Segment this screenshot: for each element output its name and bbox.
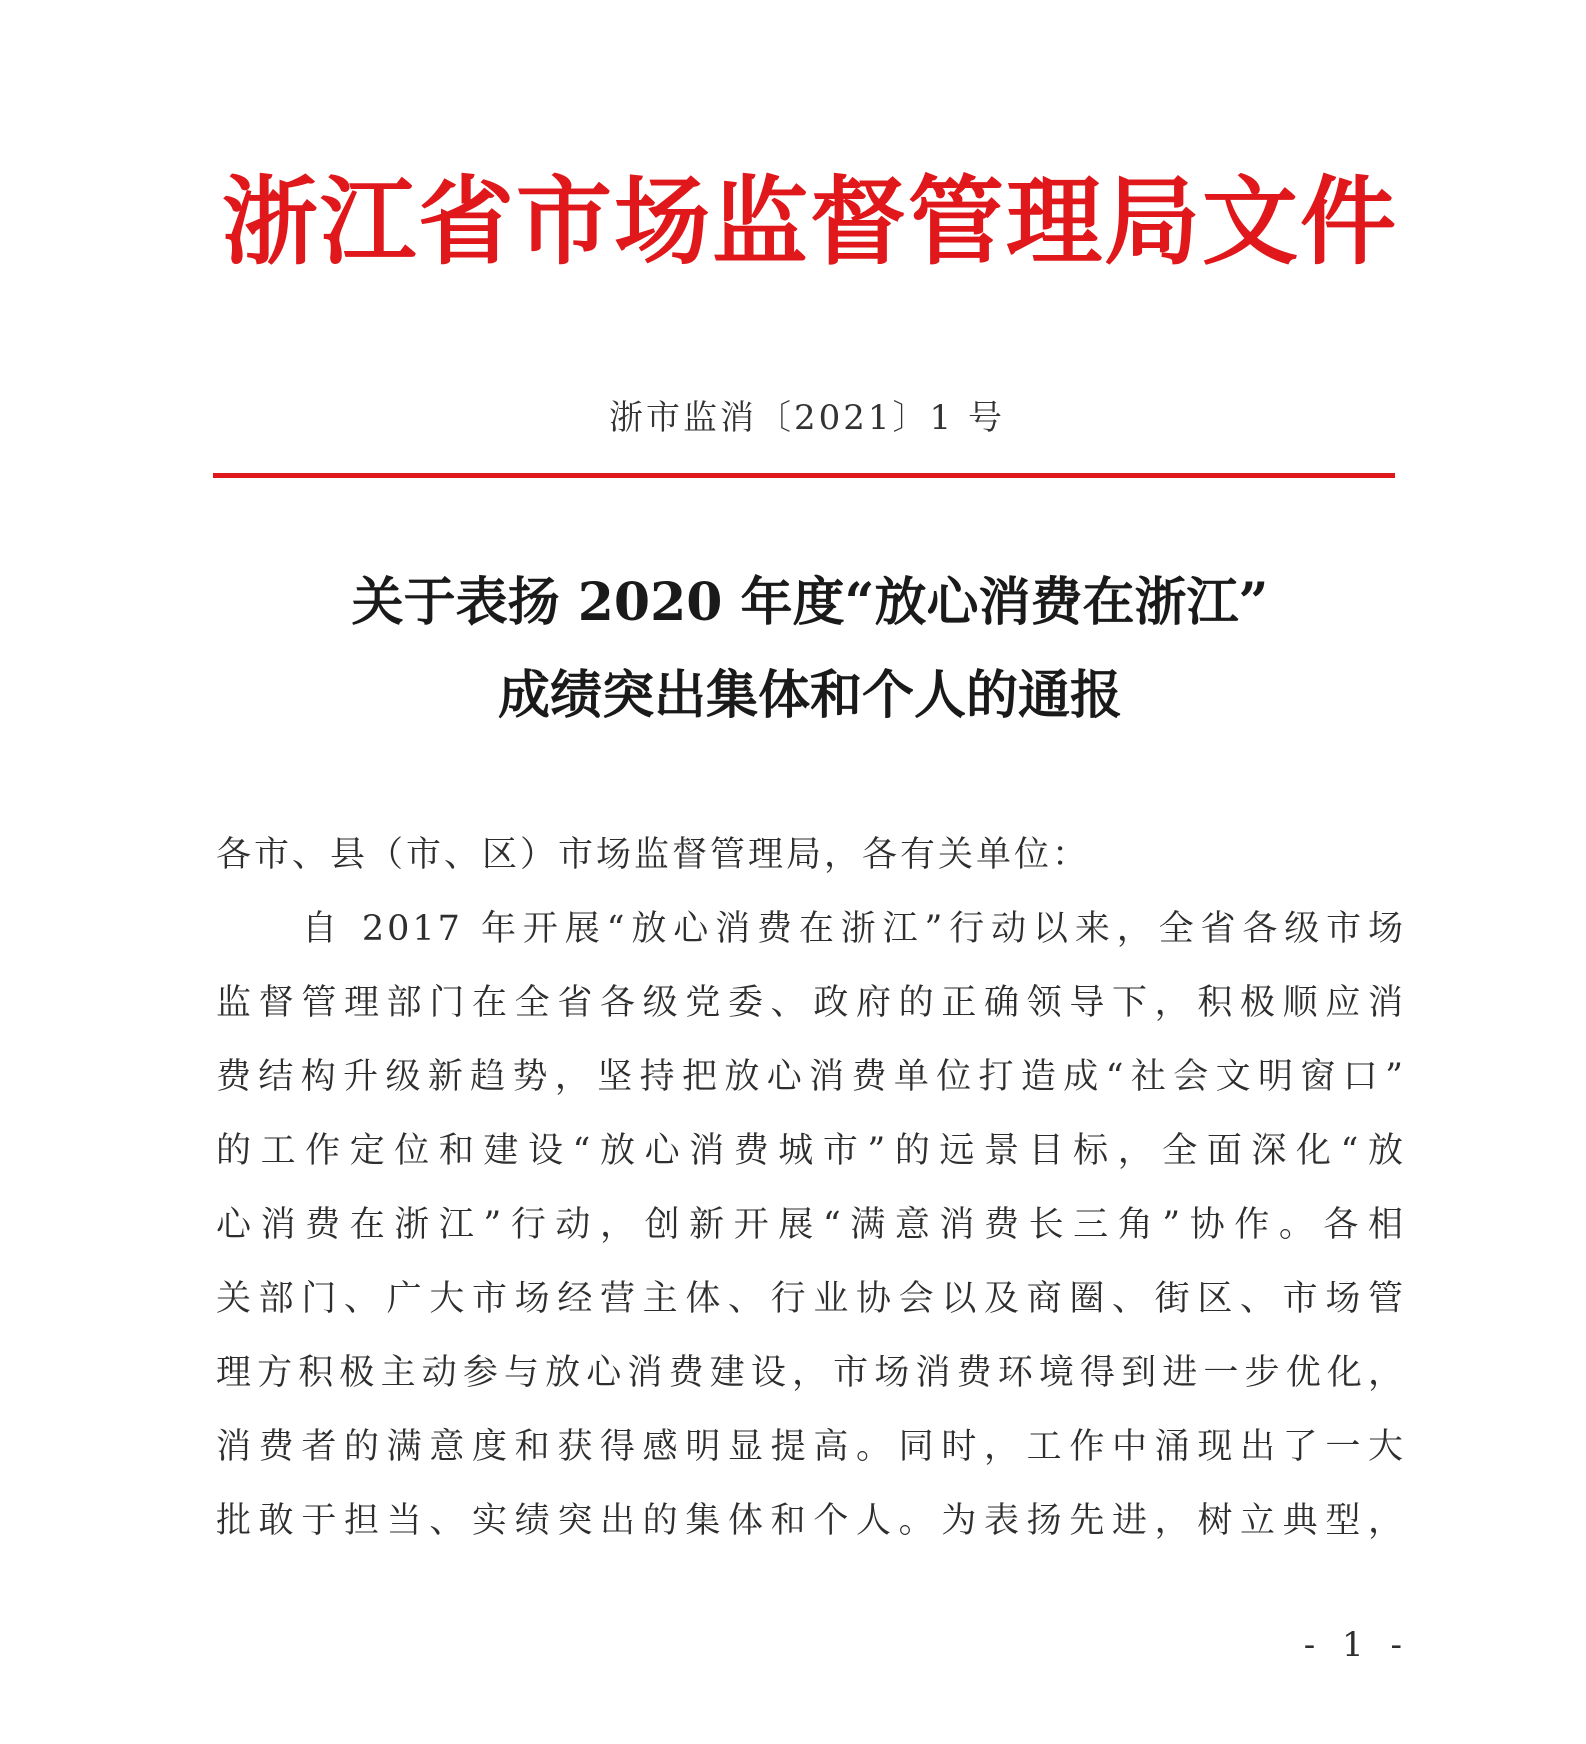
body-line: 费结构升级新趋势，坚持把放心消费单位打造成“社会文明窗口” (216, 1057, 1406, 1097)
body-line: 理方积极主动参与放心消费建设，市场消费环境得到进一步优化， (216, 1353, 1406, 1393)
subject-title-line-1: 关于表扬 2020 年度“放心消费在浙江” (351, 572, 1269, 633)
salutation: 各市、县（市、区）市场监督管理局，各有关单位： (216, 835, 1091, 875)
red-separator-line (213, 473, 1395, 478)
subject-title-line-2: 成绩突出集体和个人的通报 (497, 665, 1122, 726)
body-line: 自 2017 年开展“放心消费在浙江”行动以来，全省各级市场 (302, 909, 1406, 949)
body-line: 心消费在浙江”行动，创新开展“满意消费长三角”协作。各相 (216, 1205, 1406, 1245)
page-number: - 1 - (1303, 1625, 1410, 1665)
body-line: 消费者的满意度和获得感明显提高。同时，工作中涌现出了一大 (216, 1427, 1406, 1467)
document-number: 浙市监消〔2021〕1 号 (609, 398, 1005, 438)
body-line: 的工作定位和建设“放心消费城市”的远景目标，全面深化“放 (216, 1131, 1406, 1171)
document-body (216, 818, 1406, 1558)
issuing-authority-title: 浙江省市场监督管理局文件 (222, 166, 1398, 278)
body-line: 批敢于担当、实绩突出的集体和个人。为表扬先进，树立典型， (216, 1501, 1406, 1541)
body-line: 关部门、广大市场经营主体、行业协会以及商圈、街区、市场管 (216, 1279, 1406, 1319)
body-line: 监督管理部门在全省各级党委、政府的正确领导下，积极顺应消 (216, 983, 1406, 1023)
